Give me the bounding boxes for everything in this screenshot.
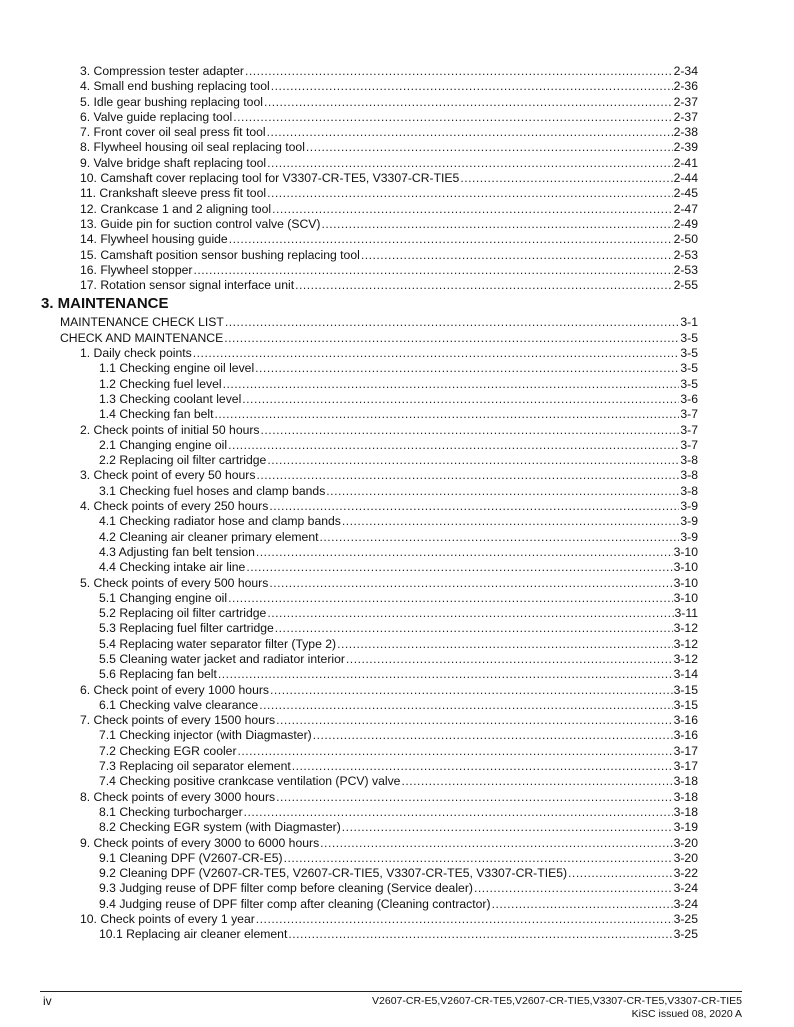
- toc-entry-page: 3-15: [673, 697, 698, 712]
- toc-entry[interactable]: [0, 423, 794, 438]
- toc-entry[interactable]: [0, 790, 794, 805]
- toc-entry-page: 3-12: [673, 621, 698, 636]
- toc-entry-title: 7. Check points of every 1500 hours: [80, 713, 276, 728]
- toc-entry-page: 2-47: [673, 201, 698, 216]
- dot-leader: [256, 912, 673, 927]
- toc-entry-title: 8.2 Checking EGR system (with Diagmaster): [99, 820, 341, 835]
- toc-entry[interactable]: [0, 217, 794, 232]
- dot-leader: [342, 514, 680, 529]
- toc-entry[interactable]: [0, 713, 794, 728]
- toc-entry-page: 2-37: [673, 94, 698, 109]
- toc-entry-page: 3-25: [673, 927, 698, 942]
- toc-entry-page: 3-10: [673, 560, 698, 575]
- dot-leader: [321, 217, 672, 232]
- toc-entry-page: 3-8: [680, 483, 698, 498]
- toc-entry-title: 5.4 Replacing water separator filter (Type 2): [99, 636, 337, 651]
- dot-leader: [267, 606, 673, 621]
- dot-leader: [238, 744, 673, 759]
- toc-entry-title: 5.5 Cleaning water jacket and radiator interior: [99, 651, 345, 666]
- toc-entry[interactable]: [0, 744, 794, 759]
- toc-entry[interactable]: [0, 836, 794, 851]
- toc-entry-page: 3-20: [673, 835, 698, 850]
- toc-entry-page: 2-53: [673, 247, 698, 262]
- toc-entry-page: 3-6: [680, 391, 698, 406]
- toc-entry[interactable]: [0, 866, 794, 881]
- toc-entry-title: 9.2 Cleaning DPF (V2607-CR-TE5, V2607-CR-TIE5, V3307-CR-TE5, V3307-CR-TIE5): [99, 866, 568, 881]
- dot-leader: [319, 530, 679, 545]
- dot-leader: [256, 545, 673, 560]
- dot-leader: [272, 202, 673, 217]
- toc-entry-page: 3-5: [680, 330, 698, 345]
- toc-entry-title: MAINTENANCE CHECK LIST: [60, 315, 224, 330]
- toc-entry-page: 2-44: [673, 171, 698, 186]
- toc-entry-title: 13. Guide pin for suction control valve (SCV): [80, 216, 321, 231]
- dot-leader: [193, 346, 680, 361]
- toc-entry-title: 16. Flywheel stopper: [80, 262, 193, 277]
- toc-entry[interactable]: [0, 125, 794, 140]
- toc-entry-page: 3-16: [673, 728, 698, 743]
- toc-entry-page: 3-17: [673, 759, 698, 774]
- toc-entry-title: 11. Crankshaft sleeve press fit tool: [80, 186, 267, 201]
- dot-leader: [276, 713, 672, 728]
- toc-entry-page: 3-12: [673, 636, 698, 651]
- toc-entry-page: 3-11: [674, 606, 698, 621]
- toc-entry-title: 7. Front cover oil seal press fit tool: [80, 125, 266, 140]
- toc-entry-title: 3. Check point of every 50 hours: [80, 468, 256, 483]
- footer-info: [372, 995, 742, 1021]
- toc-entry[interactable]: [0, 407, 794, 422]
- toc-entry-title: 9.4 Judging reuse of DPF filter comp after cleaning (Cleaning contractor): [99, 896, 491, 911]
- dot-leader: [460, 171, 672, 186]
- toc-entry-title: 8. Check points of every 3000 hours: [80, 789, 276, 804]
- toc-entry[interactable]: [0, 820, 794, 835]
- toc-entry-page: 3-18: [673, 804, 698, 819]
- toc-entry-page: 3-9: [680, 514, 698, 529]
- toc-entry-page: 2-39: [673, 140, 698, 155]
- toc-entry[interactable]: [0, 576, 794, 591]
- toc-entry-title: 5.3 Replacing fuel filter cartridge: [99, 621, 274, 636]
- dot-leader: [228, 591, 673, 606]
- toc-entry-page: 2-45: [673, 186, 698, 201]
- footer-issued: KiSC issued 08, 2020 A: [631, 1008, 742, 1020]
- toc-entry[interactable]: [0, 683, 794, 698]
- toc-entry[interactable]: [0, 759, 794, 774]
- dot-leader: [361, 248, 673, 263]
- toc-entry-page: 3-8: [680, 453, 698, 468]
- toc-entry-title: 1.1 Checking engine oil level: [99, 361, 255, 376]
- dot-leader: [267, 186, 673, 201]
- toc-entry[interactable]: [0, 652, 794, 667]
- toc-entry-title: 9. Valve bridge shaft replacing tool: [80, 155, 267, 170]
- toc-entry-page: 3-5: [680, 361, 698, 376]
- toc-entry-page: 2-36: [673, 79, 698, 94]
- dot-leader: [215, 407, 680, 422]
- toc-entry-page: 3-1: [680, 315, 698, 330]
- dot-leader: [295, 278, 673, 293]
- dot-leader: [245, 64, 673, 79]
- toc-entry[interactable]: [0, 438, 794, 453]
- toc-entry-title: 9. Check points of every 3000 to 6000 hours: [80, 835, 320, 850]
- dot-leader: [568, 866, 673, 881]
- toc-entry[interactable]: [0, 331, 794, 346]
- toc-entry-page: 3-22: [673, 866, 698, 881]
- toc-entry[interactable]: [0, 545, 794, 560]
- toc-entry-title: 5.6 Replacing fan belt: [99, 667, 217, 682]
- dot-leader: [228, 438, 679, 453]
- toc-entry-page: 3-10: [673, 590, 698, 605]
- toc-entry-page: 3-24: [673, 881, 698, 896]
- toc-entry-page: 3-9: [680, 529, 698, 544]
- toc-entry[interactable]: [0, 232, 794, 247]
- toc-entry-page: 3-12: [673, 651, 698, 666]
- toc-entry-title: 9.1 Cleaning DPF (V2607-CR-E5): [99, 850, 283, 865]
- toc-entry[interactable]: [0, 621, 794, 636]
- dot-leader: [225, 315, 679, 330]
- toc-entry-title: 4.1 Checking radiator hose and clamp bands: [99, 514, 341, 529]
- toc-entry-page: 3-19: [673, 820, 698, 835]
- dot-leader: [271, 79, 673, 94]
- toc-entry-title: 7.4 Checking positive crankcase ventilation (PCV) valve: [99, 774, 401, 789]
- toc-entry-title: 6.1 Checking valve clearance: [99, 697, 259, 712]
- toc-entry-title: 4.3 Adjusting fan belt tension: [99, 544, 255, 559]
- toc-entry-title: 3.1 Checking fuel hoses and clamp bands: [99, 483, 326, 498]
- toc-entry-page: 3-10: [673, 544, 698, 559]
- toc-entry[interactable]: [0, 346, 794, 361]
- dot-leader: [223, 377, 680, 392]
- dot-leader: [284, 851, 673, 866]
- dot-leader: [275, 621, 673, 636]
- dot-leader: [267, 125, 673, 140]
- toc-entry-page: 3-18: [673, 789, 698, 804]
- dot-leader: [276, 790, 672, 805]
- toc-entry-page: 2-55: [673, 278, 698, 293]
- toc-entry[interactable]: [0, 881, 794, 896]
- toc-entry-title: 10. Check points of every 1 year: [80, 912, 255, 927]
- dot-leader: [320, 836, 672, 851]
- toc-entry-title: 4.4 Checking intake air line: [99, 560, 246, 575]
- toc-entry-title: 10.1 Replacing air cleaner element: [99, 927, 288, 942]
- toc-entry[interactable]: [0, 263, 794, 278]
- toc-entry-title: 5.1 Changing engine oil: [99, 590, 228, 605]
- toc-entry-page: 2-49: [673, 216, 698, 231]
- toc-entry-title: 12. Crankcase 1 and 2 aligning tool: [80, 201, 272, 216]
- dot-leader: [244, 805, 673, 820]
- toc-entry-page: 3-7: [680, 422, 698, 437]
- dot-leader: [269, 576, 672, 591]
- toc-entry-page: 3-7: [680, 437, 698, 452]
- toc-entry-page: 2-53: [673, 262, 698, 277]
- toc-entry-title: 8.1 Checking turbocharger: [99, 804, 243, 819]
- toc-entry-title: 4. Check points of every 250 hours: [80, 499, 269, 514]
- toc-entry[interactable]: [0, 95, 794, 110]
- dot-leader: [288, 927, 672, 942]
- toc-entry[interactable]: [0, 927, 794, 942]
- toc-entry-page: 3-20: [673, 850, 698, 865]
- dot-leader: [218, 667, 673, 682]
- toc-entry[interactable]: [0, 667, 794, 682]
- dot-leader: [292, 759, 673, 774]
- toc-entry-title: 5. Check points of every 500 hours: [80, 575, 269, 590]
- toc-entry[interactable]: [0, 728, 794, 743]
- toc-entry-page: 3-8: [680, 468, 698, 483]
- toc-entry[interactable]: [0, 453, 794, 468]
- toc-entry[interactable]: [0, 140, 794, 155]
- toc-entry[interactable]: [0, 484, 794, 499]
- toc-entry-page: 2-37: [673, 109, 698, 124]
- table-of-contents: [0, 64, 794, 943]
- toc-entry-title: 2. Check points of initial 50 hours: [80, 422, 260, 437]
- dot-leader: [229, 232, 673, 247]
- toc-entry-title: 4.2 Cleaning air cleaner primary element: [99, 529, 319, 544]
- toc-entry[interactable]: [0, 591, 794, 606]
- toc-entry-title: CHECK AND MAINTENANCE: [60, 330, 224, 345]
- toc-entry[interactable]: [0, 64, 794, 79]
- toc-entry-page: 3-18: [673, 774, 698, 789]
- toc-entry[interactable]: [0, 186, 794, 201]
- dot-leader: [337, 637, 673, 652]
- toc-entry-page: 3-10: [673, 575, 698, 590]
- toc-entry[interactable]: [0, 315, 794, 330]
- toc-entry-title: 8. Flywheel housing oil seal replacing tool: [80, 140, 305, 155]
- toc-entry-page: 3-15: [673, 682, 698, 697]
- toc-entry[interactable]: [0, 468, 794, 483]
- dot-leader: [269, 499, 679, 514]
- toc-entry-page: 3-9: [680, 499, 698, 514]
- toc-entry[interactable]: [0, 774, 794, 789]
- toc-entry-title: 1. Daily check points: [80, 346, 192, 361]
- dot-leader: [193, 263, 672, 278]
- toc-entry[interactable]: [0, 202, 794, 217]
- toc-entry-page: 2-41: [673, 155, 698, 170]
- dot-leader: [233, 110, 672, 125]
- toc-entry[interactable]: [0, 156, 794, 171]
- toc-entry-title: 10. Camshaft cover replacing tool for V3307-CR-TE5, V3307-CR-TIE5: [80, 171, 460, 186]
- dot-leader: [270, 683, 673, 698]
- toc-entry-page: 3-24: [673, 896, 698, 911]
- toc-entry[interactable]: [0, 171, 794, 186]
- dot-leader: [306, 140, 673, 155]
- toc-entry[interactable]: [0, 698, 794, 713]
- toc-entry[interactable]: [0, 361, 794, 376]
- toc-entry-page: 3-5: [680, 376, 698, 391]
- toc-entry-title: 7.3 Replacing oil separator element: [99, 759, 291, 774]
- toc-entry[interactable]: [0, 514, 794, 529]
- dot-leader: [224, 331, 679, 346]
- footer-models: V2607-CR-E5,V2607-CR-TE5,V2607-CR-TIE5,V3307-CR-TE5,V3307-CR-TIE5: [372, 995, 742, 1007]
- toc-entry[interactable]: [0, 392, 794, 407]
- toc-entry[interactable]: [0, 560, 794, 575]
- toc-entry-title: 2.1 Changing engine oil: [99, 437, 228, 452]
- toc-entry-title: 6. Valve guide replacing tool: [80, 109, 233, 124]
- footer-divider: [40, 991, 742, 992]
- dot-leader: [267, 156, 673, 171]
- toc-entry[interactable]: [0, 805, 794, 820]
- toc-entry[interactable]: [0, 530, 794, 545]
- toc-entry-title: 15. Camshaft position sensor bushing replacing tool: [80, 247, 360, 262]
- dot-leader: [346, 652, 673, 667]
- toc-entry-title: 1.2 Checking fuel level: [99, 376, 222, 391]
- dot-leader: [256, 468, 679, 483]
- toc-entry-page: 2-34: [673, 64, 698, 78]
- toc-entry-title: 3. Compression tester adapter: [80, 64, 244, 78]
- toc-entry-title: 7.1 Checking injector (with Diagmaster): [99, 728, 312, 743]
- toc-entry[interactable]: [0, 606, 794, 621]
- dot-leader: [259, 698, 672, 713]
- toc-entry-title: 17. Rotation sensor signal interface unit: [80, 278, 295, 293]
- toc-entry-page: 3-25: [673, 912, 698, 927]
- toc-entry-page: 3-14: [673, 667, 698, 682]
- toc-entry[interactable]: [0, 278, 794, 293]
- dot-leader: [261, 423, 680, 438]
- toc-entry-page: 3-16: [673, 713, 698, 728]
- dot-leader: [401, 774, 672, 789]
- section-heading: 3. MAINTENANCE: [41, 295, 169, 313]
- dot-leader: [313, 728, 673, 743]
- dot-leader: [267, 453, 679, 468]
- dot-leader: [246, 560, 672, 575]
- toc-entry[interactable]: [0, 248, 794, 263]
- toc-entry-page: 2-38: [673, 125, 698, 140]
- toc-entry[interactable]: [0, 637, 794, 652]
- dot-leader: [474, 881, 673, 896]
- toc-entry[interactable]: [0, 499, 794, 514]
- toc-entry-page: 3-7: [680, 407, 698, 422]
- toc-entry[interactable]: [0, 377, 794, 392]
- dot-leader: [492, 897, 673, 912]
- toc-entry[interactable]: [0, 79, 794, 94]
- toc-entry-title: 5.2 Replacing oil filter cartridge: [99, 606, 267, 621]
- page-number: iv: [43, 994, 52, 1008]
- toc-entry[interactable]: [0, 851, 794, 866]
- toc-entry[interactable]: [0, 110, 794, 125]
- dot-leader: [342, 820, 673, 835]
- toc-entry[interactable]: [0, 897, 794, 912]
- dot-leader: [326, 484, 679, 499]
- toc-entry-title: 5. Idle gear bushing replacing tool: [80, 94, 263, 109]
- toc-entry-title: 2.2 Replacing oil filter cartridge: [99, 453, 267, 468]
- toc-entry-title: 7.2 Checking EGR cooler: [99, 743, 237, 758]
- toc-entry[interactable]: [0, 912, 794, 927]
- toc-entry-title: 6. Check point of every 1000 hours: [80, 682, 270, 697]
- toc-entry-title: 9.3 Judging reuse of DPF filter comp before cleaning (Service dealer): [99, 881, 473, 896]
- toc-entry-page: 3-5: [680, 346, 698, 361]
- dot-leader: [264, 95, 673, 110]
- toc-entry-title: 4. Small end bushing replacing tool: [80, 79, 270, 94]
- dot-leader: [242, 392, 679, 407]
- dot-leader: [255, 361, 679, 376]
- toc-entry-page: 2-50: [673, 232, 698, 247]
- toc-entry-title: 14. Flywheel housing guide: [80, 232, 228, 247]
- toc-entry-page: 3-17: [673, 743, 698, 758]
- toc-entry-title: 1.4 Checking fan belt: [99, 407, 214, 422]
- toc-entry-title: 1.3 Checking coolant level: [99, 391, 242, 406]
